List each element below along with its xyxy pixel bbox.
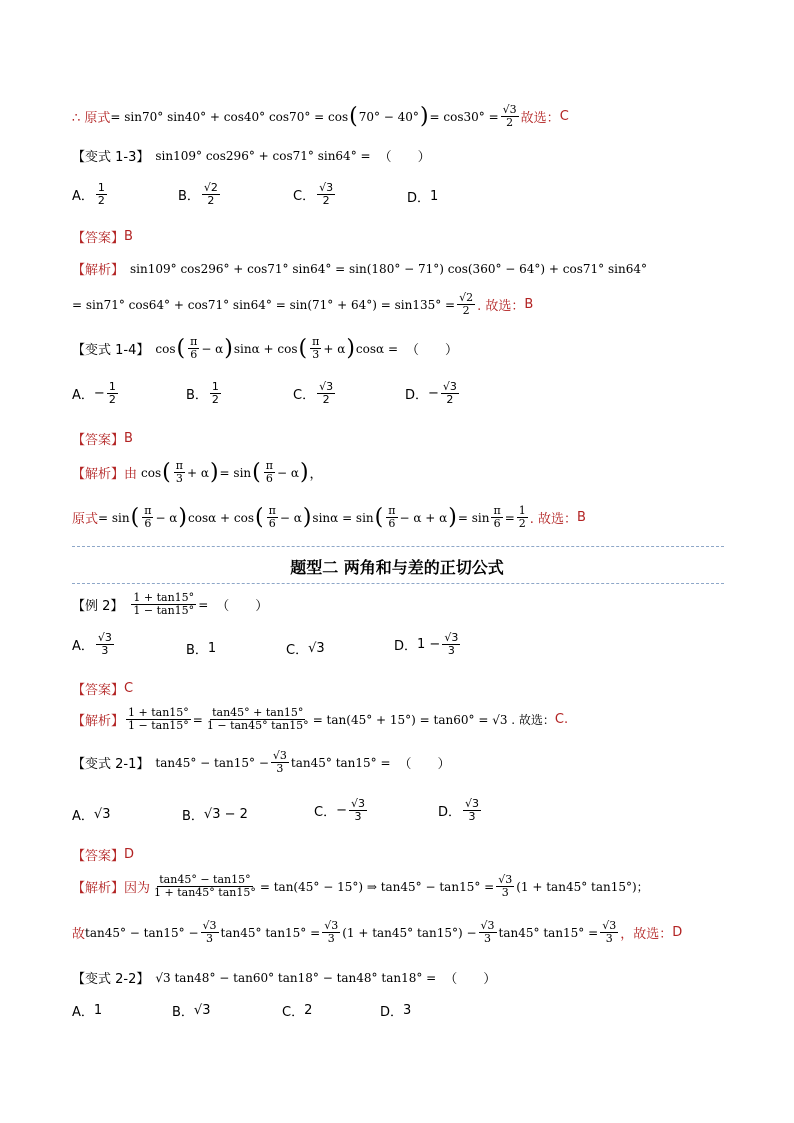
analysis-line-e2: 【解析】 $\frac{1 + \tan 15^\circ}{1 - \tan 15^\circ}$ = $\frac{\tan 45^\circ + \tan 15^\circ}{1 - \tan 45^\circ \tan 15^\circ}$ = tan(45° + 15°) = tan60° = √3 . 故选： C. [72,706,569,733]
question-v21: 【变式 2-1】 tan45° − tan15° − $\frac{√3}{3}$ tan45° tan15° = （ ） [72,749,451,776]
analysis-expr: sin109° cos296° + cos71° sin64° = sin(180° − 71°) cos(360° − 64°) + cos71° sin64° [130,261,647,276]
question-paren: （ ） [406,343,459,359]
option-b: B． $\frac{1}{2}$ [186,380,219,407]
fraction: $\frac{√2}{2}$ [459,291,474,318]
option-c: C． 2 [282,1003,313,1020]
answer-line-v13 [72,227,133,246]
solution-mid: 70° − 40° [358,109,419,124]
question-v13 [72,146,431,165]
answer-label: 故选： [520,111,560,127]
question-v14: 【变式 1-4】 cos ( $\frac{\pi}{6}$ − α ) sinα + cos ( $\frac{\pi}{3}$ + α ) cosα = （ ） [72,335,459,362]
question-paren: （ ） [378,150,431,165]
solution-prefix: ∴ 原式 [72,111,111,127]
question-tag: 【变式 1-3】 [72,150,150,165]
option-b: B． 1 [186,641,217,658]
option-a: A． √3 [72,807,111,824]
option-d: D． $\frac{√3}{3}$ [438,797,480,824]
question-e2: 【例 2】 $\frac{1 + \tan 15^\circ}{1 - \tan 15^\circ}$ = （ ） [72,591,269,618]
analysis-expr: = sin71° cos64° + cos71° sin64° = sin(71° + 64°) = sin135° = [72,297,456,312]
option-d: D． 3 [380,1003,412,1020]
fraction: $\frac{√3}{2}$ [502,103,517,130]
question-expr: sin109° cos296° + cos71° sin64° = [155,148,371,163]
analysis-line-v13-2 [72,292,533,317]
answer-label: . 故选： [477,299,525,315]
solution-line-1 [72,104,569,129]
option-a: A． $\frac{√3}{3}$ [72,631,112,658]
option-a: A． 1 [72,1003,103,1020]
question-tag: 【变式 1-4】 [72,343,150,359]
option-b: B． $\frac{√2}{2}$ [178,181,218,208]
option-c: C． − $\frac{√3}{3}$ [314,797,365,824]
answer-value: C [559,109,569,125]
analysis-tag: 【解析】 [72,263,125,278]
paren: ) [419,103,429,129]
option-c: C． $\frac{√3}{2}$ [293,380,334,407]
option-d: D． − $\frac{√3}{2}$ [405,380,457,407]
analysis-line-v14-1: 【解析】 由 cos ( $\frac{\pi}{3}$ + α ) = sin ( $\frac{\pi}{6}$ − α ) ， [72,459,323,486]
option-a: A． $\frac{1}{2}$ [72,181,105,208]
option-d: D． 1 [407,189,439,206]
answer-line-v21: 【答案】 D [72,847,135,864]
analysis-line-v21-2: 故 tan45° − tan15° − $\frac{√3}{3}$ tan45° tan15° = $\frac{√3}{3}$ (1 + tan45° tan15°) − $\frac{√3}{3}$ tan45° tan15° = $\frac{√3}{3}$ ，故选： D [72,919,683,946]
answer-value: B [124,229,133,244]
analysis-line-v14-2: 原式 = sin ( $\frac{\pi}{6}$ − α ) cosα + cos ( $\frac{\pi}{6}$ − α ) sinα = sin ( $\frac{\pi}{6}$ − α + α ) = sin $\frac{\pi}{6}$ = $\frac{1}{2}$ . 故选： B [72,504,586,531]
answer-line-v14: 【答案】 B [72,431,133,448]
option-b: B． √3 [172,1003,211,1020]
question-v22: 【变式 2-2】 √3 tan48° − tan60° tan18° − tan48° tan18° = （ ） [72,970,497,987]
analysis-line-v13-1 [72,259,647,278]
solution-expr: = sin70° sin40° + cos40° cos70° = cos [110,109,349,124]
solution-tail: = cos30° = [429,109,499,124]
option-c: C． √3 [286,641,325,658]
section-divider-bottom [72,583,724,584]
option-a: A． − $\frac{1}{2}$ [72,380,116,407]
option-d: D． 1 − $\frac{√3}{3}$ [394,631,459,658]
section-title: 题型二 两角和与差的正切公式 [290,558,504,577]
answer-line-e2: 【答案】 C [72,681,134,698]
paren: ( [349,103,358,129]
analysis-line-v21-1: 【解析】 因为 $\frac{\tan 45^\circ - \tan 15^\circ}{1 + \tan 45^\circ \tan 15^\circ}$ = tan(45° − 15°) ⇒ tan45° − tan15° = $\frac{√3}{3}$ (1 + tan45° tan15°)； [72,873,649,900]
option-c: C． $\frac{√3}{2}$ [293,181,334,208]
answer-tag: 【答案】 [72,231,125,246]
option-b: B． √3 − 2 [182,807,248,824]
answer-value: B [524,297,534,313]
section-divider-top [72,546,724,547]
